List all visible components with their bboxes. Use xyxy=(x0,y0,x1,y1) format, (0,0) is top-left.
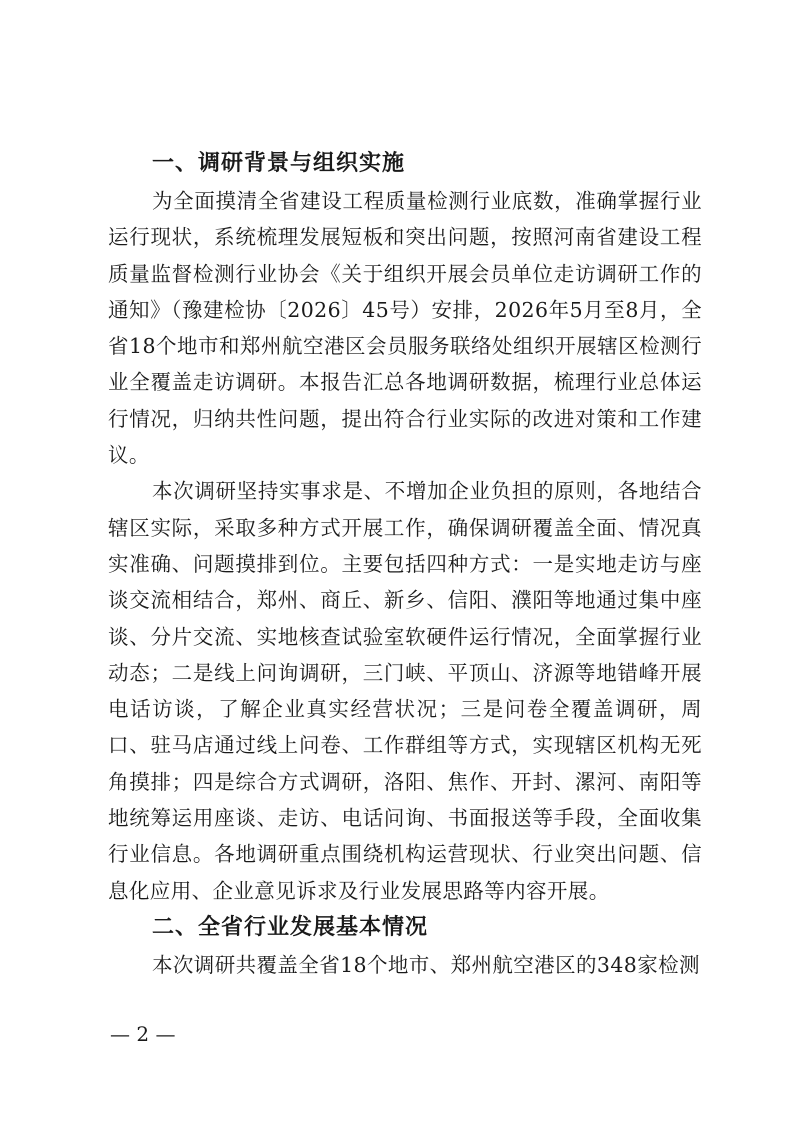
paragraph-background: 为全面摸清全省建设工程质量检测行业底数，准确掌握行业运行现状，系统梳理发展短板和突出问题，按照河南省建设工程质量监督检测行业协会《关于组织开展会员单位走访调研工作的通知》（豫建检协〔2026〕45号）安排，2026年5月至8月，全省18个地市和郑州航空港区会员服务联络处组织开展辖区检测行业全覆盖走访调研。本报告汇总各地调研数据，梳理行业总体运行情况，归纳共性问题，提出符合行业实际的改进对策和工作建议。 xyxy=(108,189,702,468)
paragraph-methods: 本次调研坚持实事求是、不增加企业负担的原则，各地结合辖区实际，采取多种方式开展工作，确保调研覆盖全面、情况真实准确、问题摸排到位。主要包括四种方式：一是实地走访与座谈交流相结合，郑州、商丘、新乡、信阳、濮阳等地通过集中座谈、分片交流、实地核查试验室软硬件运行情况，全面掌握行业动态；二是线上问询调研，三门峡、平顶山、济源等地错峰开展电话访谈，了解企业真实经营状况；三是问卷全覆盖调研，周口、驻马店通过线上问卷、工作群组等方式，实现辖区机构无死角摸排；四是综合方式调研，洛阳、焦作、开封、漯河、南阳等地统筹运用座谈、走访、电话问询、书面报送等手段，全面收集行业信息。各地调研重点围绕机构运营现状、行业突出问题、信息化应用、企业意见诉求及行业发展思路等内容开展。 xyxy=(108,479,702,903)
document-body xyxy=(108,145,702,983)
page-number: — 2 — xyxy=(110,1022,176,1046)
paragraph-coverage: 本次调研共覆盖全省18个地市、郑州航空港区的348家检测 xyxy=(152,952,700,977)
section-heading-background: 一、调研背景与组织实施 xyxy=(152,151,406,176)
section-heading-industry-overview: 二、全省行业发展基本情况 xyxy=(152,914,429,940)
